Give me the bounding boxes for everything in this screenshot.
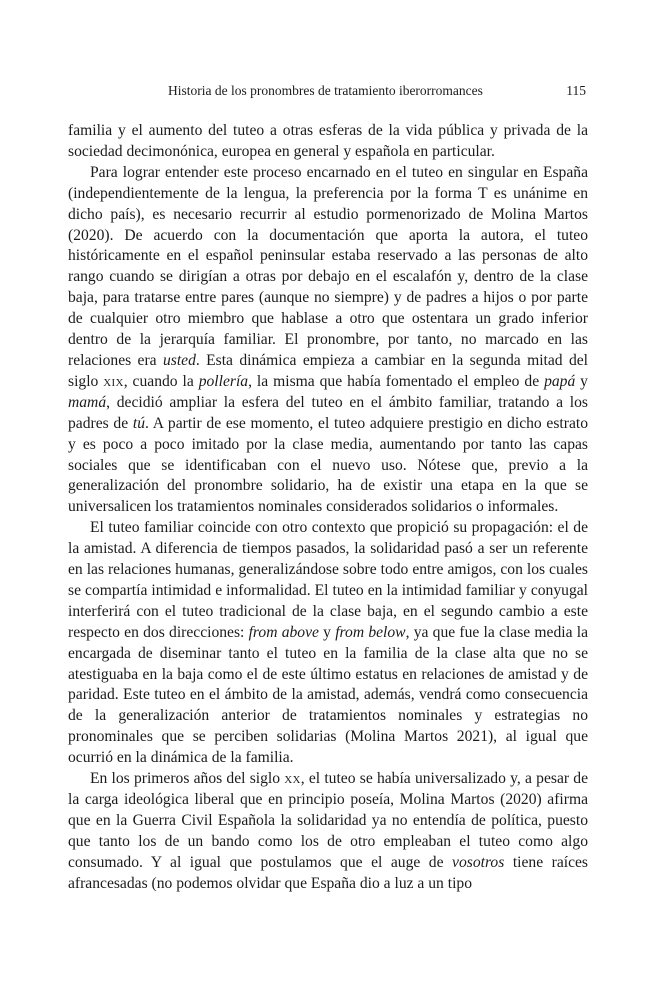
text-run: familia y el aumento del tuteo a otras esferas de la vida pública y privada de la sociedad decimonónica, europea en general y española en particular. bbox=[68, 122, 588, 160]
century-numeral: xix bbox=[103, 372, 124, 390]
text-run: , cuando la bbox=[123, 372, 199, 390]
italic-term: vosotros bbox=[452, 853, 505, 871]
text-run: . Esta dinámica empieza a cambiar en la segunda mitad del siglo bbox=[68, 351, 588, 390]
text-run: y bbox=[318, 623, 336, 641]
italic-term: tú bbox=[132, 414, 146, 432]
paragraph-2 bbox=[68, 163, 588, 518]
century-numeral: xx bbox=[284, 770, 301, 788]
text-run: tiene raíces afrancesadas (no podemos olvidar que España dio a luz a un tipo bbox=[68, 853, 588, 892]
italic-term: papá bbox=[544, 372, 576, 390]
running-header bbox=[68, 81, 588, 101]
italic-term: usted bbox=[162, 351, 196, 369]
paragraph-3 bbox=[68, 518, 588, 769]
page-number: 115 bbox=[566, 83, 586, 98]
text-run: , el tuteo se había universalizado y, a pesar de la carga ideológica liberal que en principio poseía, Molina Martos (2020) afirma que en la Guerra Civil Española la solidaridad ya no entendía de política, puesto que tanto los de un bando como los de otro empleaban el tuteo como algo consumado. Y al igual que postulamos que el auge de bbox=[68, 770, 588, 871]
text-run: , la misma que había fomentado el empleo de bbox=[248, 372, 545, 390]
text-run: El tuteo familiar coincide con otro contexto que propició su propagación: el de la amistad. A diferencia de tiempos pasados, la solidaridad pasó a ser un referente en las relaciones humanas, generalizándose sobre todo entre amigos, con los cuales se compartía intimidad e informalidad. El tuteo en la intimidad familiar y conyugal interferirá con el tuteo tradicional de la clase baja, en el segundo cambio a este respecto en dos direcciones: bbox=[68, 519, 588, 641]
italic-term: pollería bbox=[198, 372, 249, 390]
text-run: , decidió ampliar la esfera del tuteo en el ámbito familiar, tratando a los padres de bbox=[68, 393, 588, 432]
italic-term: from above bbox=[248, 623, 319, 641]
text-run: y bbox=[575, 372, 588, 390]
paragraph-1 bbox=[68, 121, 588, 163]
text-run: Para lograr entender este proceso encarnado en el tuteo en singular en España (independientemente de la lengua, la preferencia por la forma T es unánime en dicho país), es necesario recurrir al estudio pormenorizado de Molina Martos (2020). De acuerdo con la documentación que aporta la autora, el tuteo históricamente en el español peninsular estaba reservado a las personas de alto rango cuando se dirigían a otras por debajo en el escalafón y, dentro de la clase baja, para tratarse entre pares (aunque no siempre) y de padres a hijos o por parte de cualquier otro miembro que hablase a otro que ostentara un grado inferior dentro de la jerarquía familiar. El pronombre, por tanto, no marcado en las relaciones era bbox=[68, 163, 588, 369]
text-run: , ya que fue la clase media la encargada de diseminar tanto el tuteo en la familia de la clase alta que no se atestiguaba en la baja como el de este último estatus en relaciones de amistad y de paridad. Este tuteo en el ámbito de la amistad, además, vendrá como consecuencia de la generalización anterior de tratamientos nominales y estrategias no pronominales que se perciben solidarias (Molina Martos 2021), al igual que ocurrió en la dinámica de la familia. bbox=[68, 623, 589, 767]
italic-term: mamá bbox=[68, 393, 107, 411]
text-run: . A partir de ese momento, el tuteo adquiere prestigio en dicho estrato y es poco a poco imitado por la clase media, aumentando por tanto las capas sociales que se identificaban con el nuevo uso. Nótese que, previo a la generalización del pronombre solidario, ha de existir una etapa en la que se universalicen los tratamientos nominales considerados solidarios o informales. bbox=[68, 414, 588, 516]
italic-term: from below bbox=[335, 623, 406, 641]
running-title: Historia de los pronombres de tratamiento iberorromances bbox=[168, 83, 483, 98]
body-text bbox=[68, 121, 588, 895]
paragraph-4 bbox=[68, 769, 588, 894]
text-run: En los primeros años del siglo bbox=[90, 770, 285, 788]
